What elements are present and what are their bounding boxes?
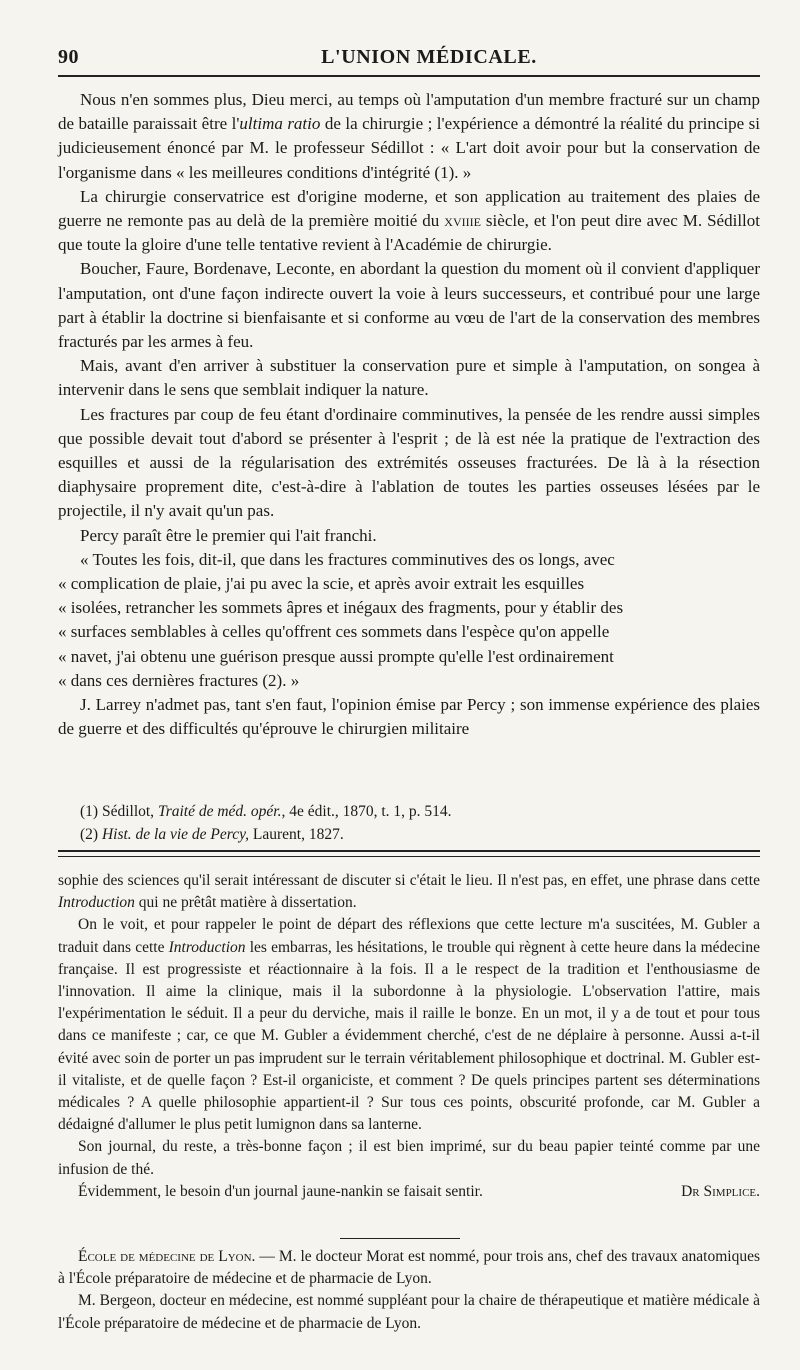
footnotes bbox=[58, 800, 760, 846]
news-item: École de médecine de Lyon. — M. le docteur Morat est nommé, pour trois ans, chef des travaux anatomiques à l'École préparatoire de médecine et de pharmacie de Lyon. bbox=[58, 1248, 760, 1288]
quote-line: « surfaces semblables à celles qu'offrent ces sommets dans l'espèce qu'on appelle bbox=[58, 622, 610, 642]
article-paragraph: J. Larrey n'admet pas, tant s'en faut, l'opinion émise par Percy ; son immense expérience des plaies de guerre et des difficultés qu'éprouve le chirurgien militaire bbox=[58, 695, 760, 739]
quote-line: « Toutes les fois, dit-il, que dans les fractures comminutives des os longs, avec bbox=[80, 549, 615, 569]
quote-line: « navet, j'ai obtenu une guérison presque aussi prompte qu'elle l'est ordinairement bbox=[58, 646, 614, 666]
article-paragraph: Nous n'en sommes plus, Dieu merci, au temps où l'amputation d'un membre fracturé sur un champ de bataille paraissait être l'ultima ratio de la chirurgie ; l'expérience a démontré la réalité du principe si judicieusement énoncé par M. le professeur Sédillot : « L'art doit avoir pour but la conservation de l'organisme dans « les meilleures conditions d'intégrité (1). » bbox=[58, 90, 760, 182]
author-signature: Dr Simplice. bbox=[681, 1182, 760, 1200]
feuilleton-column bbox=[58, 870, 760, 1203]
header-rule bbox=[58, 75, 760, 77]
page-number: 90 bbox=[58, 46, 79, 68]
news-label: École de médecine de Lyon. bbox=[78, 1248, 256, 1265]
feuilleton-paragraph: Évidemment, le besoin d'un journal jaune-nankin se faisait sentir. Dr Simplice. bbox=[58, 1181, 760, 1203]
news-separator bbox=[340, 1238, 460, 1239]
quote-line: « isolées, retrancher les sommets âpres et inégaux des fragments, pour y établir des bbox=[58, 598, 624, 618]
feuilleton-paragraph: On le voit, et pour rappeler le point de départ des réflexions que cette lecture m'a suscitées, M. Gubler a traduit dans cette Introduction les embarras, les hésitations, le trouble qui règnent à cette heure dans la médecine française. Il est progressiste et réactionnaire à la fois. Il a le respect de la tradition et l'enthousiasme de l'innovation. Il aime la clinique, mais il la subordonne à la physiologie. L'observation l'attire, mais l'expérimentation le séduit. Il a peur du derviche, mais il raille le bonze. En un mot, il y a de tout et pour tous dans ce manifeste ; car, ce que M. Gubler a évidemment cherché, c'est de ne déplaire à personne. Aussi a-t-il évité avec soin de porter un pas imprudent sur le terrain véritablement philosophique et doctrinal. M. Gubler est-il vitaliste, et de quelle façon ? Est-il organiciste, et comment ? De quels principes partent ses déterminations médicales ? A quelle philosophie appartient-il ? Sur tous ces points, obscurité profonde, car M. Gubler a dédaigné d'allumer le plus petit lumignon dans sa lanterne. bbox=[58, 916, 760, 1134]
article-paragraph: Les fractures par coup de feu étant d'ordinaire comminutives, la pensée de les rendre aussi simples que possible devait tout d'abord se présenter à l'esprit ; de là est née la pratique de l'extraction des esquilles et aussi de la régularisation des extrémités osseuses fracturées. De là à la résection diaphysaire proprement dite, c'est-à-dire à l'ablation de toutes les parties osseuses lésées par le projectile, il n'y avait qu'un pas. bbox=[58, 404, 760, 521]
feuilleton-separator bbox=[58, 850, 760, 857]
feuilleton-paragraph: Son journal, du reste, a très-bonne façon ; il est bien imprimé, sur du beau papier teinté comme par une infusion de thé. bbox=[58, 1138, 760, 1178]
news-section bbox=[58, 1246, 760, 1335]
article-paragraph: Mais, avant d'en arriver à substituer la conservation pure et simple à l'amputation, on songea à intervenir dans le sens que semblait indiquer la nature. bbox=[58, 356, 760, 400]
article-paragraph: Percy paraît être le premier qui l'ait franchi. bbox=[80, 525, 377, 545]
feuilleton-paragraph: sophie des sciences qu'il serait intéressant de discuter si c'était le lieu. Il n'est pas, en effet, une phrase dans cette Introduction qui ne prêtât matière à dissertation. bbox=[58, 872, 760, 912]
quote-line: « dans ces dernières fractures (2). » bbox=[58, 670, 300, 690]
running-title: L'UNION MÉDICALE. bbox=[321, 46, 537, 68]
footnote: (1) Sédillot, Traité de méd. opér., 4e édit., 1870, t. 1, p. 514. bbox=[80, 803, 452, 820]
news-item: M. Bergeon, docteur en médecine, est nommé suppléant pour la chaire de thérapeutique et matière médicale à l'École préparatoire de médecine et de pharmacie de Lyon. bbox=[58, 1292, 760, 1332]
footnote: (2) Hist. de la vie de Percy, Laurent, 1827. bbox=[80, 826, 344, 843]
quote-line: « complication de plaie, j'ai pu avec la scie, et après avoir extrait les esquilles bbox=[58, 574, 585, 594]
article-paragraph: Boucher, Faure, Bordenave, Leconte, en abordant la question du moment où il convient d'appliquer l'amputation, ont d'une façon indirecte ouvert la voie à leurs successeurs, et contribué pour une large part à établir la doctrine si bienfaisante et si conforme au vœu de l'art de la conservation des membres fracturés par les armes à feu. bbox=[58, 259, 760, 352]
article-paragraph: La chirurgie conservatrice est d'origine moderne, et son application au traitement des plaies de guerre ne remonte pas au delà de la première moitié du xviiie siècle, et l'on peut dire avec M. Sédillot que toute la gloire d'une telle tentative revient à l'Académie de chirurgie. bbox=[58, 186, 760, 255]
main-article bbox=[58, 88, 760, 741]
page-header bbox=[58, 0, 760, 70]
